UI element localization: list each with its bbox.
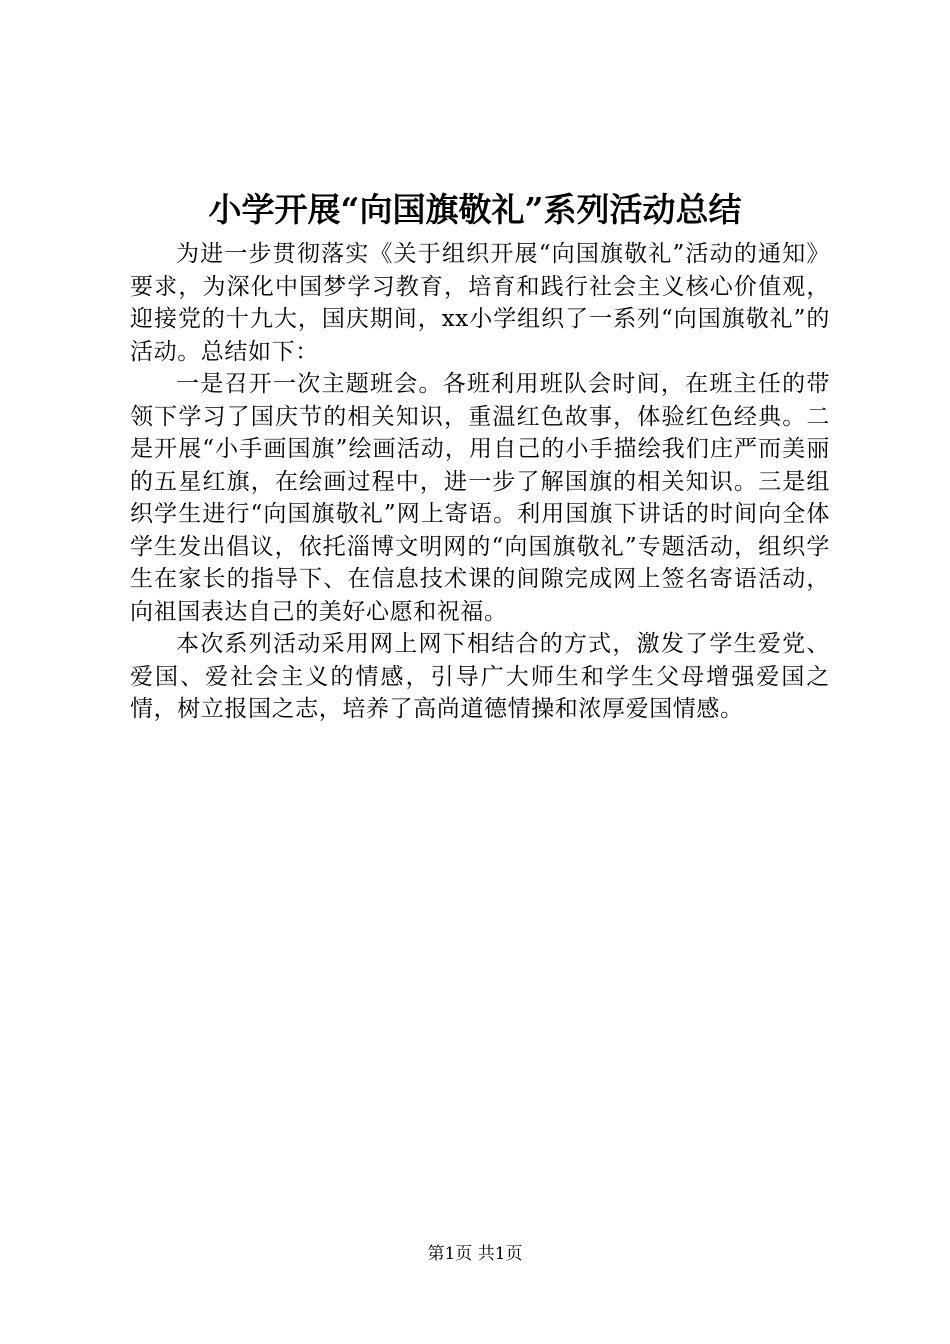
- document-title: 小学开展“向国旗敬礼”系列活动总结: [208, 190, 742, 229]
- page-footer: 第1页 共1页: [427, 1244, 523, 1264]
- document-body: [130, 238, 830, 726]
- paragraph-intro: 为进一步贯彻落实《关于组织开展“向国旗敬礼”活动的通知》要求，为深化中国梦学习教育，培育和践行社会主义核心价值观，迎接党的十九大，国庆期间，xx小学组织了一系列“向国旗敬礼”的活动。总结如下：: [130, 241, 830, 365]
- paragraph-activities: 一是召开一次主题班会。各班利用班队会时间，在班主任的带领下学习了国庆节的相关知识，重温红色故事，体验红色经典。二是开展“小手画国旗”绘画活动，用自己的小手描绘我们庄严而美丽的五星红旗，在绘画过程中，进一步了解国旗的相关知识。三是组织学生进行“向国旗敬礼”网上寄语。利用国旗下讲话的时间向全体学生发出倡议，依托淄博文明网的“向国旗敬礼”专题活动，组织学生在家长的指导下、在信息技术课的间隙完成网上签名寄语活动，向祖国表达自己的美好心愿和祝福。: [130, 371, 830, 625]
- paragraph-conclusion: 本次系列活动采用网上网下相结合的方式，激发了学生爱党、爱国、爱社会主义的情感，引导广大师生和学生父母增强爱国之情，树立报国之志，培养了高尚道德情操和浓厚爱国情感。: [130, 631, 830, 722]
